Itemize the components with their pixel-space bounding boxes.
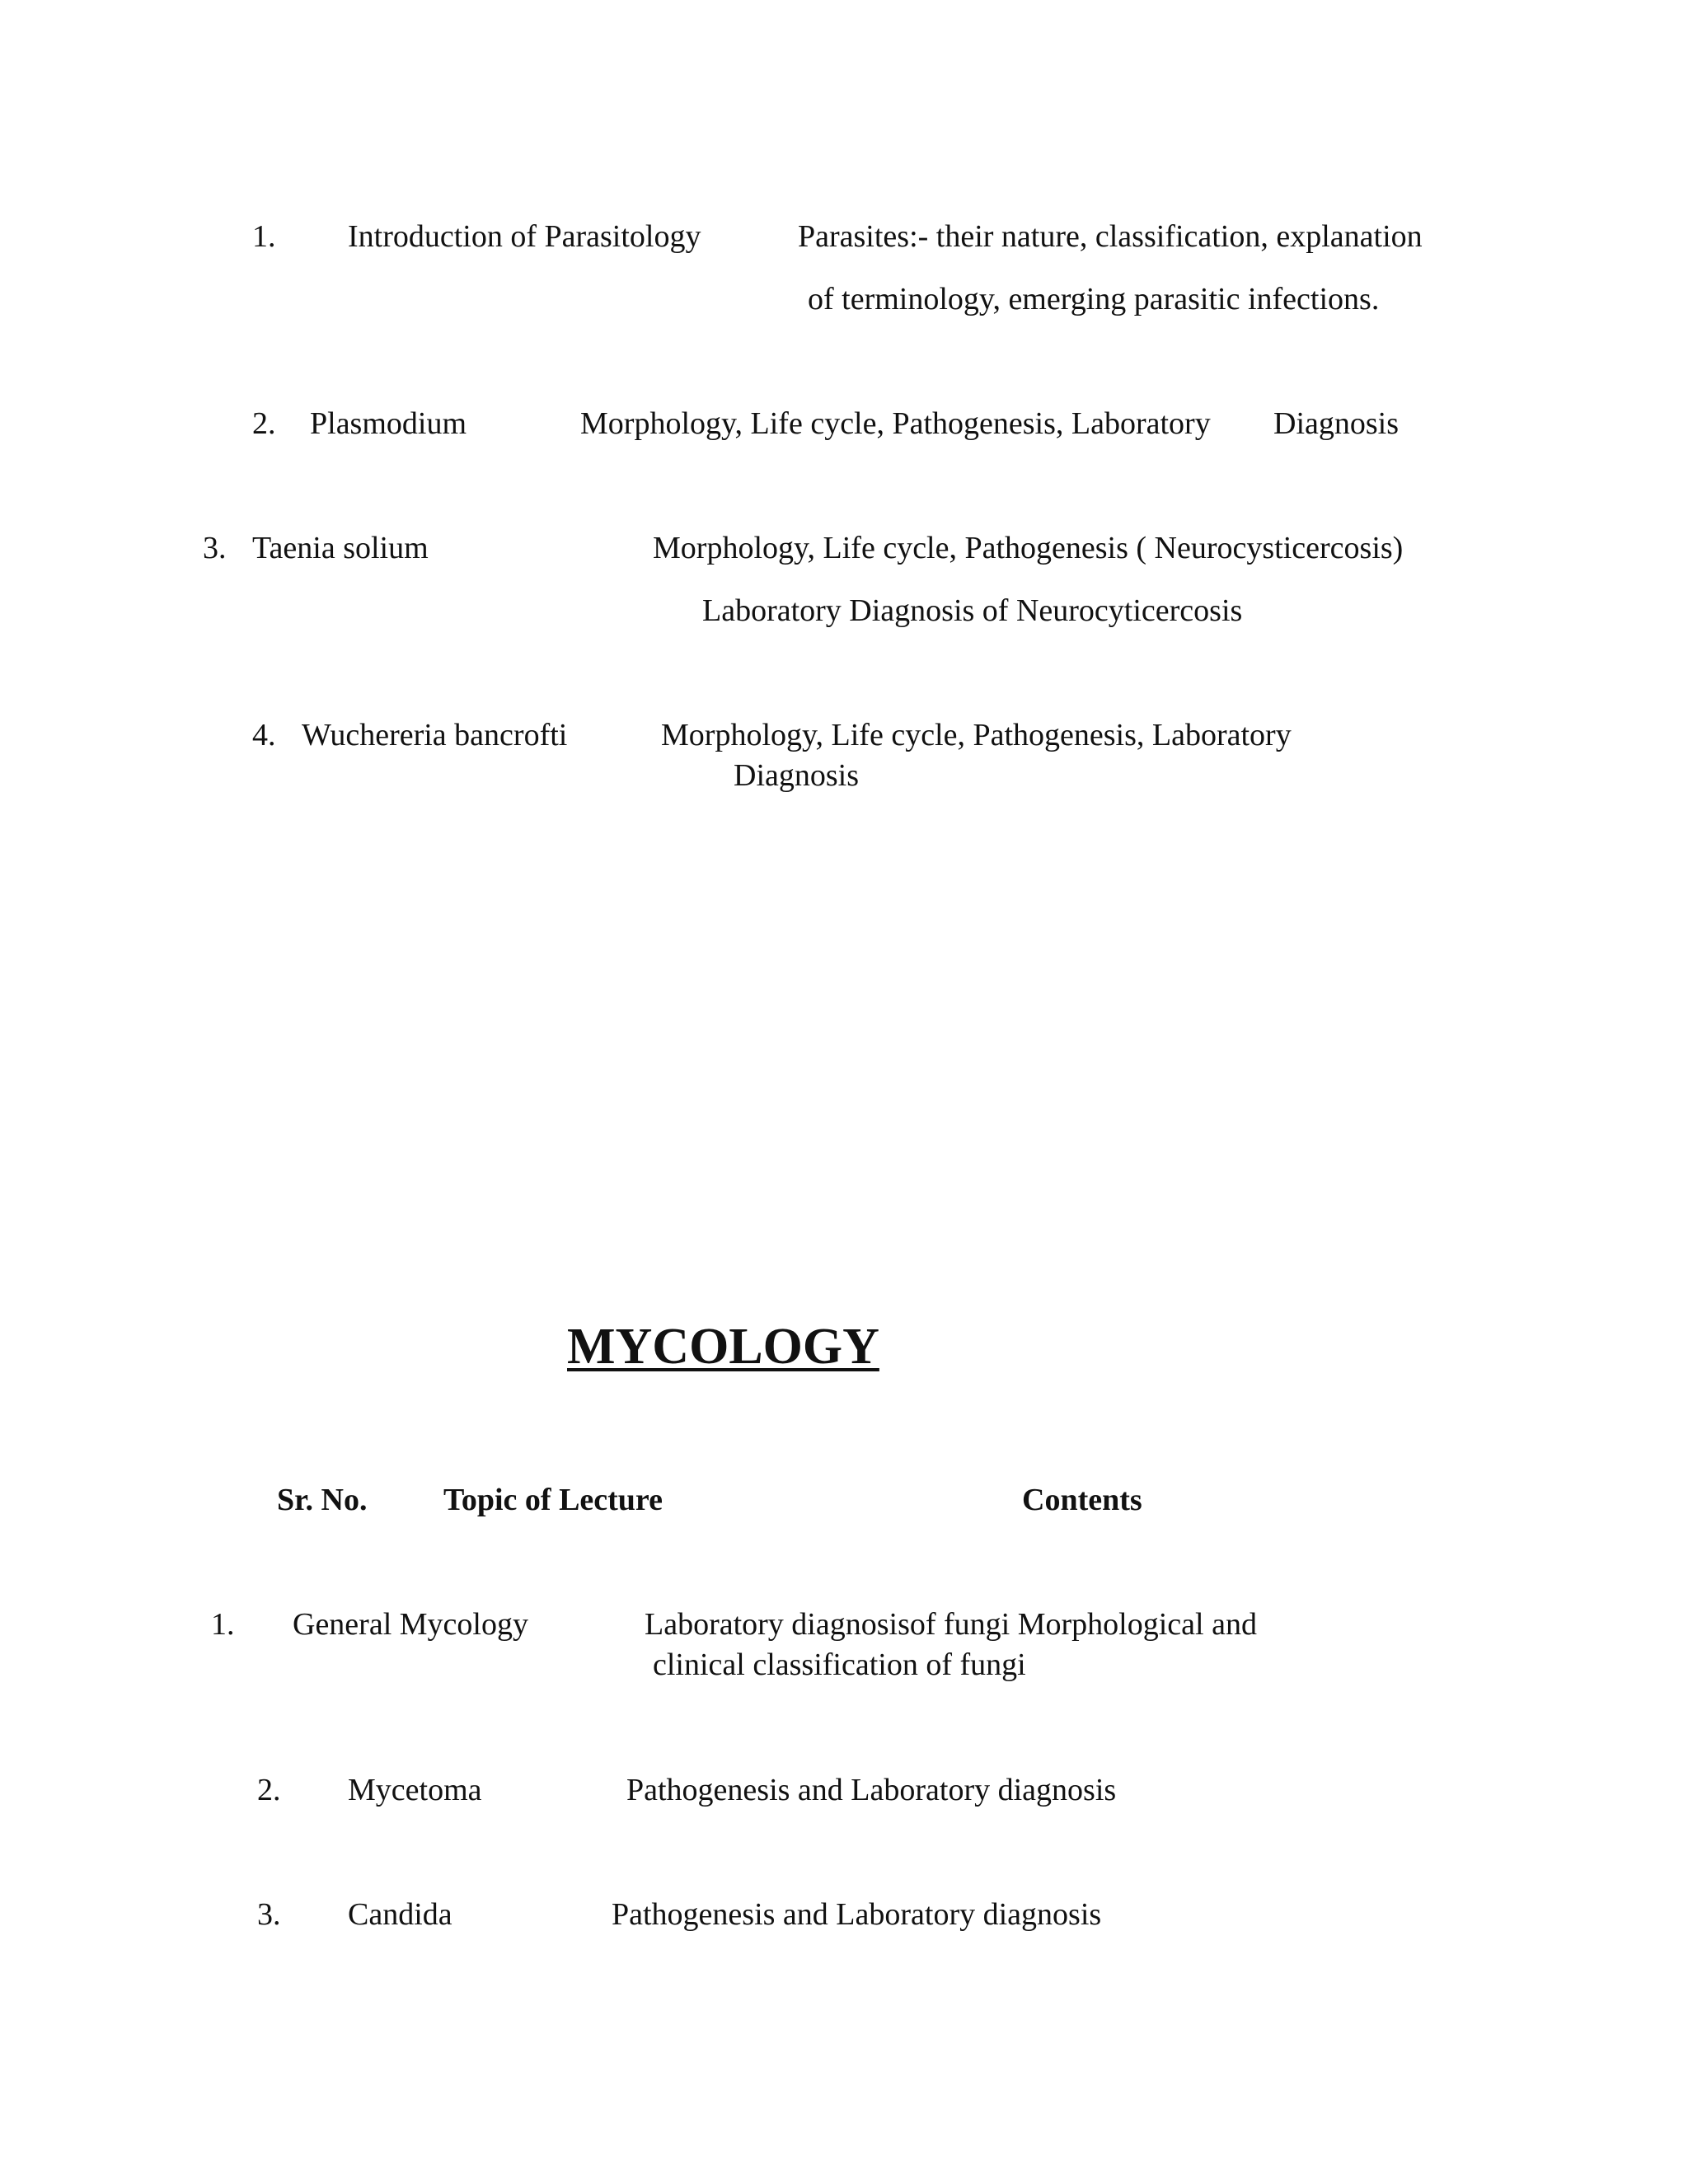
item-contents-line: Diagnosis — [734, 758, 859, 793]
item-number: 2. — [257, 1773, 281, 1807]
item-contents-line: Pathogenesis and Laboratory diagnosis — [612, 1897, 1102, 1932]
header-sr-no: Sr. No. — [277, 1483, 368, 1517]
item-topic: Wuchereria bancrofti — [302, 718, 568, 752]
item-number: 1. — [252, 219, 276, 254]
item-contents-line: Diagnosis — [1273, 406, 1399, 441]
item-topic: Taenia solium — [252, 531, 429, 565]
section-title: MYCOLOGY — [567, 1319, 879, 1375]
item-contents-line: Morphology, Life cycle, Pathogenesis ( Neurocysticercosis) — [653, 531, 1404, 565]
item-number: 1. — [211, 1607, 235, 1642]
item-number: 3. — [257, 1897, 281, 1932]
item-contents-line: Pathogenesis and Laboratory diagnosis — [626, 1773, 1117, 1807]
item-contents-line: of terminology, emerging parasitic infections. — [808, 282, 1380, 316]
item-number: 4. — [252, 718, 276, 752]
item-contents-line: clinical classification of fungi — [653, 1647, 1026, 1682]
item-topic: Mycetoma — [348, 1773, 482, 1807]
item-topic: Plasmodium — [310, 406, 467, 441]
item-number: 2. — [252, 406, 276, 441]
item-number: 3. — [203, 531, 227, 565]
item-topic: General Mycology — [293, 1607, 528, 1642]
item-topic: Introduction of Parasitology — [348, 219, 701, 254]
item-contents-line: Laboratory diagnosisof fungi Morphological and — [645, 1607, 1257, 1642]
header-contents: Contents — [1022, 1483, 1142, 1517]
header-topic: Topic of Lecture — [443, 1483, 663, 1517]
item-contents-line: Laboratory Diagnosis of Neurocyticercosis — [702, 593, 1243, 628]
item-contents-line: Morphology, Life cycle, Pathogenesis, Laboratory — [580, 406, 1211, 441]
item-contents-line: Parasites:- their nature, classification, explanation — [798, 219, 1423, 254]
item-topic: Candida — [348, 1897, 452, 1932]
item-contents-line: Morphology, Life cycle, Pathogenesis, Laboratory — [661, 718, 1292, 752]
